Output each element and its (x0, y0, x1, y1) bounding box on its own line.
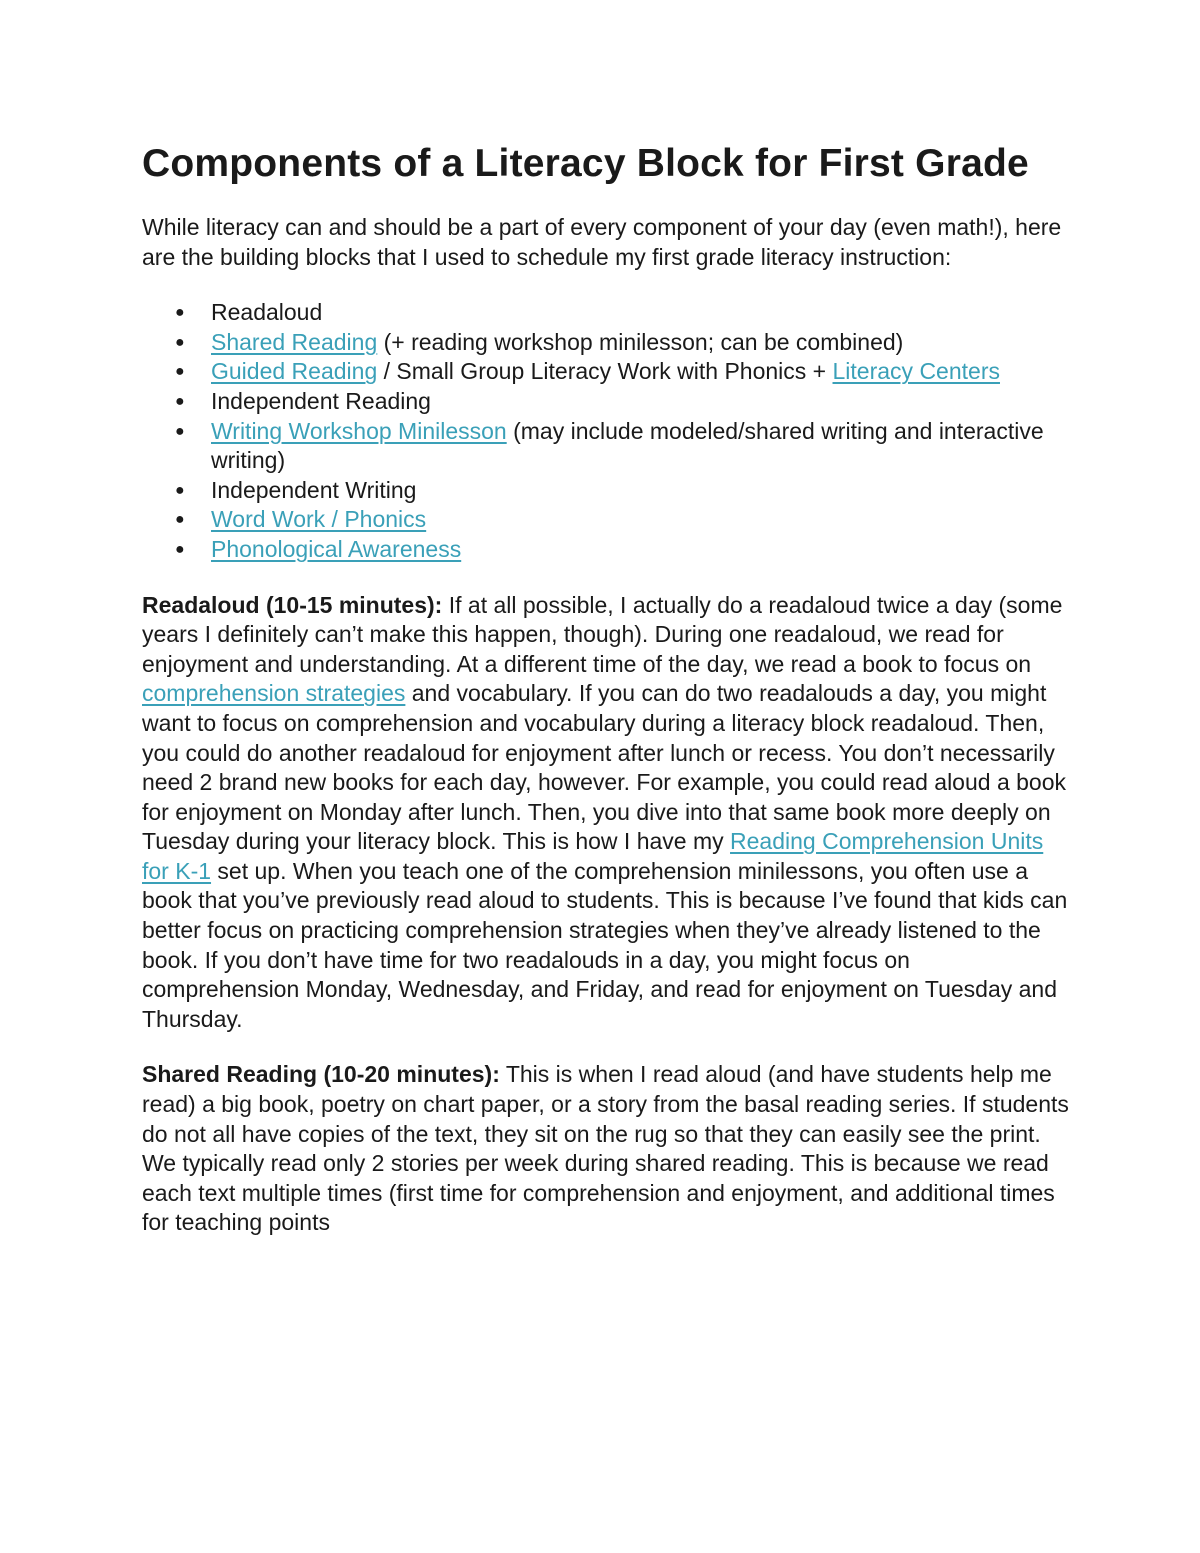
bullet-icon: ● (175, 304, 185, 322)
list-item (175, 357, 1072, 387)
bullet-icon: ● (175, 363, 185, 381)
bullet-icon: ● (175, 422, 185, 440)
list-item (175, 535, 1072, 565)
list-item-text: Independent Reading (211, 387, 431, 414)
readaloud-heading: Readaloud (10-15 minutes): (142, 591, 443, 618)
reading-comprehension-units-link[interactable]: Reading Comprehension Units for K-1 (142, 828, 1044, 884)
list-item (175, 417, 1072, 476)
bullet-icon: ● (175, 481, 185, 499)
writing-workshop-link[interactable]: Writing Workshop Minilesson (211, 417, 507, 444)
bullet-icon: ● (175, 333, 185, 351)
literacy-centers-link[interactable]: Literacy Centers (832, 358, 1000, 385)
list-item (175, 387, 1072, 417)
readaloud-section (142, 591, 1072, 1035)
readaloud-text: and vocabulary. If you can do two readalouds a day, you might want to focus on comprehension and vocabulary during a literacy block readaloud. Then, you could do another readaloud for enjoyment after lunch or recess. You don’t necessarily need 2 brand new books for each day, however. For example, you could read aloud a book for enjoyment on Monday after lunch. Then, you dive into that same book more deeply on Tuesday during your literacy block. This is how I have my (142, 680, 1066, 855)
readaloud-text: If at all possible, I actually do a readaloud twice a day (some years I definitely can’t make this happen, though). During one readaloud, we read for enjoyment and understanding. At a different time of the day, we read a book to focus on (142, 591, 1063, 677)
guided-reading-link[interactable]: Guided Reading (211, 358, 378, 385)
word-work-phonics-link[interactable]: Word Work / Phonics (211, 506, 427, 533)
list-item-text: (may include modeled/shared writing and interactive writing) (211, 417, 1044, 474)
readaloud-text: set up. When you teach one of the comprehension minilessons, you often use a book that you’ve previously read aloud to students. This is because I’ve found that kids can better focus on practicing comprehension strategies when they’ve already listened to the book. If you don’t have time for two readalouds in a day, you might focus on comprehension Monday, Wednesday, and Friday, and read for enjoyment on Tuesday and Thursday. (142, 857, 1068, 1032)
shared-reading-section (142, 1060, 1072, 1238)
shared-reading-text: This is when I read aloud (and have students help me read) a big book, poetry on chart paper, or a story from the basal reading series. If students do not all have copies of the text, they sit on the rug so that they can easily see the print. We typically read only 2 stories per week during shared reading. This is because we read each text multiple times (first time for comprehension and enjoyment, and additional times for teaching points (142, 1061, 1069, 1236)
list-item (175, 476, 1072, 506)
list-item (175, 505, 1072, 535)
bullet-icon: ● (175, 511, 185, 529)
phonological-awareness-link[interactable]: Phonological Awareness (211, 535, 462, 562)
list-item-text: Independent Writing (211, 476, 417, 503)
bullet-icon: ● (175, 540, 185, 558)
list-item-text: / Small Group Literacy Work with Phonics + (377, 358, 833, 385)
literacy-blocks-list (142, 298, 1072, 564)
shared-reading-heading: Shared Reading (10-20 minutes): (142, 1061, 500, 1088)
list-item-text: (+ reading workshop minilesson; can be combined) (377, 328, 904, 355)
bullet-icon: ● (175, 392, 185, 410)
list-item-text: Readaloud (211, 299, 323, 326)
document-page (142, 140, 1072, 1264)
page-title: Components of a Literacy Block for First Grade (142, 142, 1029, 185)
comprehension-strategies-link[interactable]: comprehension strategies (142, 680, 406, 707)
intro-paragraph: While literacy can and should be a part of every component of your day (even math!), here are the building blocks that I used to schedule my first grade literacy instruction: (142, 214, 1062, 270)
shared-reading-link[interactable]: Shared Reading (211, 328, 378, 355)
list-item (175, 328, 1072, 358)
list-item (175, 298, 1072, 328)
